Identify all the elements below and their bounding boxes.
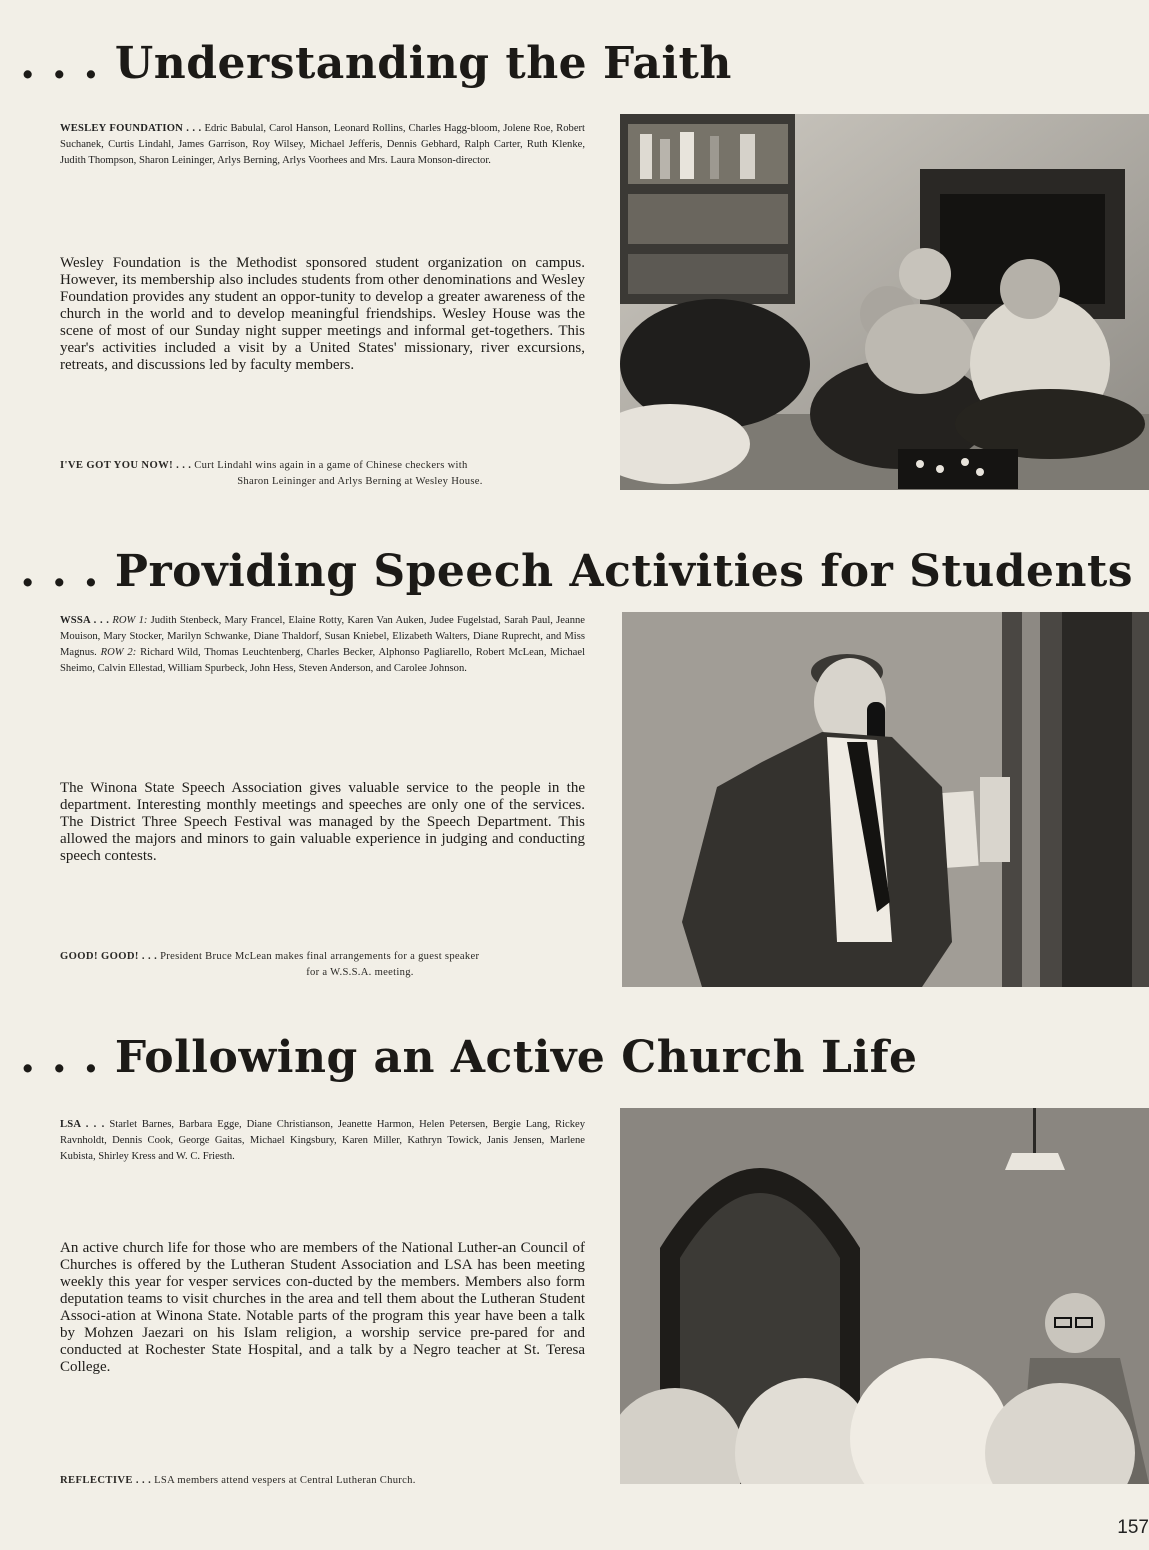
section-heading-faith: . . . Understanding the Faith bbox=[20, 38, 732, 89]
row-2-label: ROW 2: bbox=[100, 647, 137, 658]
body-text-wesley: Wesley Foundation is the Methodist sponsored student organization on campus. However, its membership also includes students from other denominations and Wesley Foundation provides any student an oppor-tunity to develop a greater awareness of the church in the world and to develop meaningful friendships. Wesley House was the scene of most of our Sunday night supper meetings and informal get-togethers. This year's activities included a visit by a United States' missionary, river excursions, retreats, and discussions led by faculty members. bbox=[60, 255, 585, 373]
roster-names: Edric Babulal, Carol Hanson, Leonard Rollins, Charles Hagg-bloom, Jolene Roe, Robert Suchanek, Curtis Lindahl, James Garrison, Roy Wilsey, Michael Jefferis, Dennis Gebhard, Ralph Carter, Ruth Klenke, Judith Thompson, Sharon Leininger, Arlys Berning, Arlys Voorhees and Mrs. Laura Monson-director. bbox=[60, 123, 586, 166]
photo-caption-lsa bbox=[60, 1473, 590, 1489]
caption-text: LSA members attend vespers at Central Lutheran Church. bbox=[154, 1475, 416, 1486]
roster-wesley bbox=[60, 121, 585, 169]
caption-line-2: Sharon Leininger and Arlys Berning at Wesley House. bbox=[237, 476, 483, 487]
photo-vespers bbox=[620, 1108, 1149, 1484]
roster-lead: WESLEY FOUNDATION . . . bbox=[60, 123, 202, 134]
photo-caption-wssa bbox=[60, 949, 590, 981]
body-text-lsa: An active church life for those who are members of the National Luther-an Council of Churches is offered by the Lutheran Student Association and LSA has been meeting weekly this year for vesper services con-ducted by the members. Members also form deputation teams to visit churches in the area and tell them about the Lutheran Student Associ-ation at Winona State. Notable parts of the program this year have been a talk by Mohzen Jaezari on his Islam religion, a worship service pre-pared for and conducted at Rochester State Hospital, and a talk by a Negro teacher at St. Teresa College. bbox=[60, 1240, 585, 1375]
caption-text: President Bruce McLean makes final arrangements for a guest speaker bbox=[160, 951, 480, 962]
page-number: 157 bbox=[1117, 1517, 1149, 1538]
caption-lead: I'VE GOT YOU NOW! . . . bbox=[60, 460, 192, 471]
caption-text: Curt Lindahl wins again in a game of Chinese checkers with bbox=[194, 460, 468, 471]
row-2-names: Richard Wild, Thomas Leuchtenberg, Charles Becker, Alphonso Pagliarello, Robert McLean, Michael Sheimo, Calvin Ellestad, William Spurbeck, John Hess, Steven Anderson, and Carolee Johnson. bbox=[60, 647, 586, 674]
photo-speaker-on-phone bbox=[622, 612, 1149, 987]
row-1-names: Judith Stenbeck, Mary Francel, Elaine Rotty, Karen Van Auken, Judee Fugelstad, Sarah Paul, Jeanne Mouison, Mary Stocker, Marilyn Schwanke, Diane Thaldorf, Susan Kniebel, Elizabeth Walters, Diane Ruprecht, and Miss Magnus. bbox=[60, 615, 585, 658]
roster-names: Starlet Barnes, Barbara Egge, Diane Christianson, Jeanette Harmon, Helen Petersen, Bergie Lang, Rickey Ravnholdt, Dennis Cook, George Gaitas, Michael Kingsbury, Karen Miller, Kathryn Towick, Janis Jensen, Marlene Kubista, Shirley Kress and W. C. Friesth. bbox=[60, 1119, 586, 1162]
body-text-wssa: The Winona State Speech Association gives valuable service to the people in the department. Interesting monthly meetings and speeches are only one of the services. The District Three Speech Festival was managed by the Speech Department. This allowed the majors and minors to gain valuable experience in judging and conducting speech contests. bbox=[60, 780, 585, 864]
photo-chinese-checkers bbox=[620, 114, 1149, 490]
caption-lead: GOOD! GOOD! . . . bbox=[60, 951, 158, 962]
roster-lead: WSSA . . . bbox=[60, 615, 110, 626]
roster-wssa bbox=[60, 613, 585, 677]
caption-line-2: for a W.S.S.A. meeting. bbox=[306, 967, 414, 978]
roster-lsa bbox=[60, 1117, 585, 1165]
row-1-label: ROW 1: bbox=[112, 615, 148, 626]
caption-lead: REFLECTIVE . . . bbox=[60, 1475, 152, 1486]
roster-lead: LSA . . . bbox=[60, 1119, 105, 1130]
section-heading-speech: . . . Providing Speech Activities for Students bbox=[20, 546, 1134, 597]
section-heading-church: . . . Following an Active Church Life bbox=[20, 1032, 918, 1083]
photo-caption-wesley bbox=[60, 458, 590, 490]
